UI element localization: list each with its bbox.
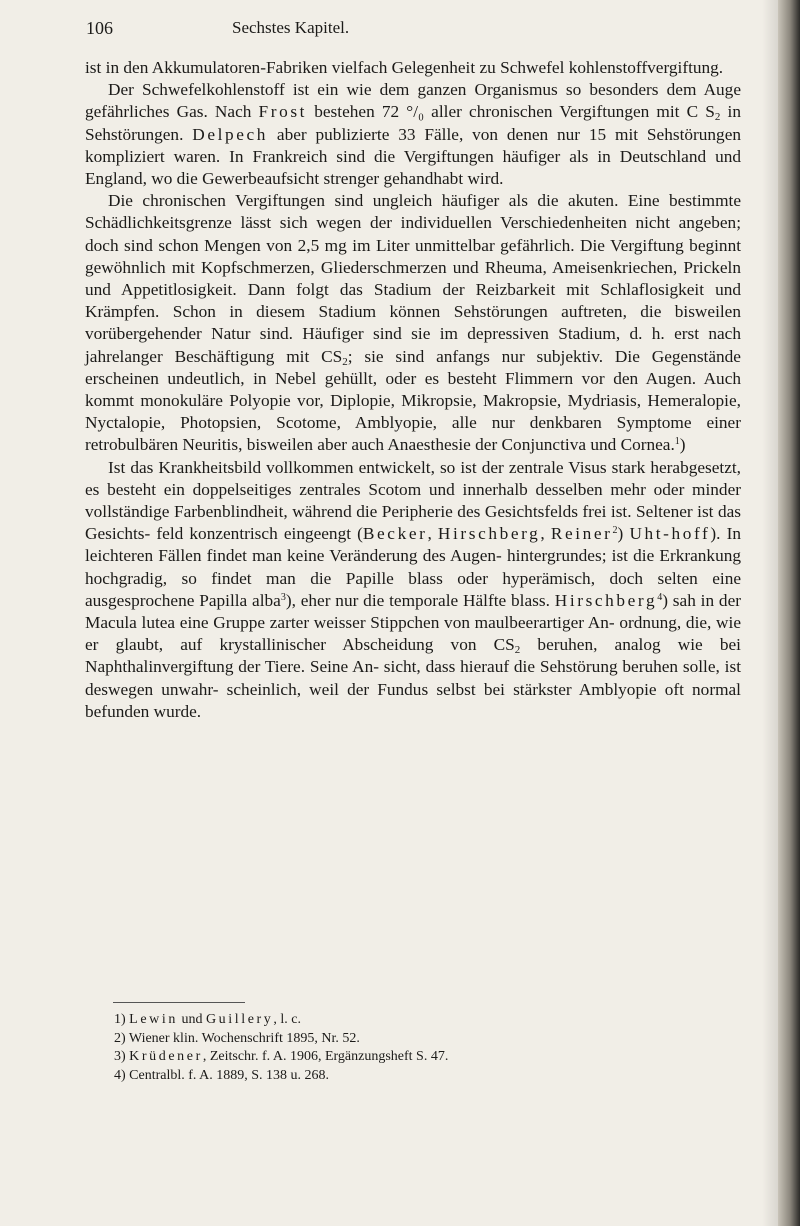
footnote-ref[interactable]: 4 <box>657 591 663 603</box>
page-gutter-shadow <box>762 0 778 1226</box>
footnote-ref[interactable]: 3 <box>280 591 286 603</box>
paragraph-4: Ist das Krankheitsbild vollkommen entwickelt, so ist der zentrale Visus stark herabgesetzt, es besteht ein doppelseitiges zentrales Scotom und innerhalb desselben mehr oder minder vollständige Farbenblindheit, während die Peripherie des Gesichtsfelds frei ist. Seltener ist das Gesichts- feld konzentrisch eingeengt (Becker, Hirschberg, Reiner$^2$) Uht-hoff). In leichteren Fällen findet man keine Veränderung des Augen- hintergrundes; ist die Erkrankung hochgradig, so findet man die Papille blass oder hyperämisch, doch selten eine ausgesprochene Papilla alba$^3$), eher nur die temporale Hälfte blass. Hirschberg$^4$) sah in der Macula lutea eine Gruppe zarter weisser Stippchen von maulbeerartiger An- ordnung, die, wie er glaubt, auf krystallinischer Abscheidung von $CS_2$ beruhen, analog wie bei Naphthalinvergiftung der Tiere. Seine An- sicht, dass hierauf die Sehstörung beruhen solle, ist deswegen unwahr- scheinlich, weil der Fundus selbst bei stärkster Amblyopie oft normal befunden wurde. <box>85 457 742 721</box>
footnote-ref[interactable]: 1 <box>674 436 680 448</box>
author-name: Frost <box>258 102 308 122</box>
author-name: Hirschberg <box>437 524 541 544</box>
chapter-title: Sechstes Kapitel. <box>232 18 350 37</box>
footnote-divider <box>113 1002 245 1003</box>
paragraph-1: ist in den Akkumulatoren-Fabriken vielfach Gelegenheit zu Schwefel kohlenstoffvergiftung. <box>85 58 724 77</box>
paragraph-3: Die chronischen Vergiftungen sind ungleich häufiger als die akuten. Eine bestimmte Schädlichkeitsgrenze lässt sich wegen der individuellen Verschiedenheiten nicht angeben; doch sind schon Mengen von 2,5 mg im Liter unmittelbar gefährlich. Die Vergiftung beginnt gewöhnlich mit Kopfschmerzen, Gliederschmerzen und Rheuma, Ameisenkriechen, Prickeln und Appetitlosigkeit. Dann folgt das Stadium der Reizbarkeit mit Schlaflosigkeit und Krämpfen. Schon in diesem Stadium können Sehstörungen auftreten, die bisweilen vorübergehender Natur sind. Häufiger sind sie im depressiven Stadium, d. h. erst nach jahrelanger Beschäftigung mit $CS_2$; sie sind anfangs nur subjektiv. Die Gegenstände erscheinen undeutlich, in Nebel gehüllt, oder es besteht Flimmern vor den Augen. Auch kommt monokuläre Polyopie vor, Diplopie, Mikropsie, Makropsie, Mydriasis, Hemeralopie, Nyctalopie, Photopsien, Scotome, Amblyopie, alle nur denkbaren Symptome einer retrobulbären Neuritis, bisweilen aber auch Anaesthesie der Conjunctiva und Cornea.$^1$) <box>85 191 742 455</box>
book-binding-edge <box>778 0 800 1226</box>
author-name: Hirschberg <box>554 590 658 610</box>
footnotes <box>114 1011 734 1085</box>
author-name: Reiner <box>550 524 613 544</box>
footnote-2: 2) Wiener klin. Wochenschrift 1895, Nr. 52. <box>114 1030 360 1046</box>
footnote-ref[interactable]: 2 <box>612 525 618 537</box>
footnote-1: 1) Lewin und Guillery, l. c. <box>114 1012 302 1027</box>
running-header <box>86 18 736 44</box>
author-name: Delpech <box>192 124 269 144</box>
body-text <box>85 57 741 723</box>
footnote-4: 4) Centralbl. f. A. 1889, S. 138 u. 268. <box>114 1067 330 1083</box>
author-name: Uht- <box>629 524 672 544</box>
footnote-3: 3) Krüdener, Zeitschr. f. A. 1906, Ergänzungsheft S. 47. <box>114 1049 449 1065</box>
page-number: 106 <box>86 18 113 38</box>
paragraph-2: Der Schwefelkohlenstoff ist ein wie dem ganzen Organismus so besonders dem Auge gefährliches Gas. Nach Frost bestehen 72 °/₀ aller chronischen Vergiftungen mit C $S_2$ in Sehstörungen. Delpech aber publizierte 33 Fälle, von denen nur 15 mit Sehstörungen kompliziert waren. In Frankreich sind die Vergiftungen häufiger als in Deutschland und England, wo die Gewerbeaufsicht strenger gehandhabt wird. <box>85 80 742 189</box>
author-name: Becker <box>362 524 428 544</box>
